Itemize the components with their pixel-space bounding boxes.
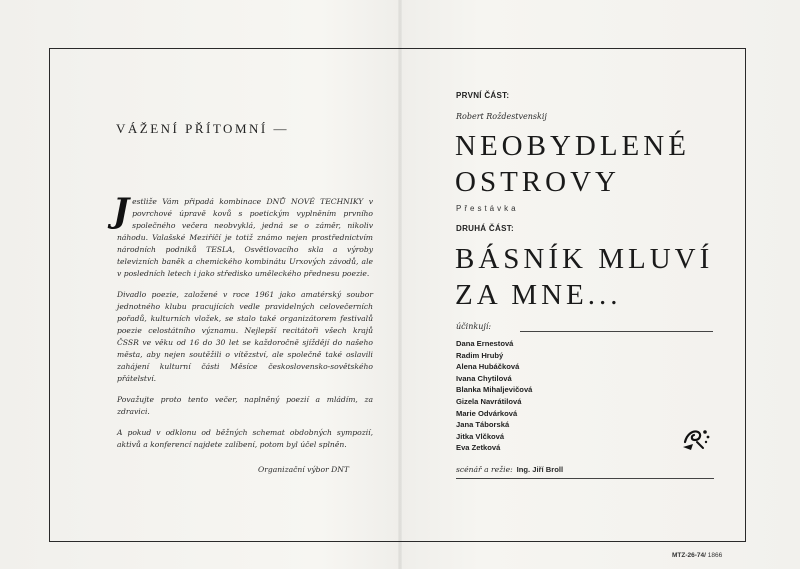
festival-emblem-icon: [679, 420, 713, 454]
greeting-heading: VÁŽENÍ PŘÍTOMNÍ —: [116, 121, 289, 136]
print-code: MTZ-26-74/: [672, 552, 706, 559]
credit-name: Ing. Jiří Broll: [516, 465, 564, 474]
part-one-label: PRVNÍ ČÁST:: [456, 91, 510, 100]
cast-member: Gizela Navrátilová: [456, 396, 522, 406]
intermission-label: Přestávka: [456, 204, 519, 213]
letter-signature: Organizační výbor DNT: [258, 465, 349, 474]
cast-list: [456, 338, 532, 454]
cast-member: Eva Zetková: [456, 443, 501, 453]
credit-role: scénář a režie:: [456, 465, 513, 474]
cast-member: Blanka Mihaljevičová: [456, 385, 533, 395]
cast-member: Jitka Vlčková: [456, 431, 505, 441]
cast-member: Dana Ernestová: [456, 339, 514, 348]
part-one-title-line-1: NEOBYDLENÉ: [455, 130, 690, 162]
part-one-title-line-2: OSTROVY: [455, 166, 620, 198]
cast-member: Jana Táborská: [456, 420, 510, 430]
welcome-letter: [113, 191, 373, 460]
cast-member: Ivana Chytilová: [456, 373, 512, 383]
cast-divider: [520, 331, 713, 332]
cast-member: Radim Hrubý: [456, 350, 504, 360]
print-mark: [672, 552, 722, 559]
part-two-label: DRUHÁ ČÁST:: [456, 224, 514, 233]
cast-label: účinkují:: [456, 322, 492, 331]
print-number: 1866: [707, 552, 723, 559]
cast-member: Alena Hubáčková: [456, 362, 520, 372]
director-credit: [456, 465, 563, 474]
letter-paragraph-4: A pokud v odklonu od běžných schemat obdobných sympozií, aktivů a konferencí najdete zalíbení, potom byl účel splněn.: [117, 428, 373, 449]
cast-member: Marie Odvárková: [456, 408, 518, 418]
part-two-title: [455, 241, 740, 313]
letter-paragraph-2: Divadlo poezie, založené v roce 1961 jako amatérský soubor jednotného klubu pracujících vedle pravidelných celovečerních pořadů, kulturních vložek, se stalo také organizátorem festivalů poezie celostátního významu. Nejlepší recitátoři všech krajů ČSSR ve věku od 16 do 30 let se každoročně sjíždějí do našeho města, aby nejen soutěžili o vítězství, ale společně také oslavili zahájení kulturní části Měsíce československo-sovětského přátelství.: [117, 290, 373, 383]
part-two-title-line-2: ZA MNE...: [455, 279, 622, 311]
letter-paragraph-1: Jestliže Vám připadá kombinace DNŮ NOVÉ TECHNIKY v povrchové úpravě kovů s poetickým vyplněním prvního společného večera neobvyklá, jedná se o záměr, nikoliv náhodu. Valašské Meziříčí je totiž známo nejen prostřednictvím národních podniků TESLA, Osvětlovacího skla a výroby televizních baněk a chemického kombinátu Urxových závodů, ale v posledních letech i jako středisko uměleckého přednesu poezie.: [113, 191, 373, 278]
letter-paragraph-3: Považujte proto tento večer, naplněný poezií a mládím, za zdravici.: [117, 395, 373, 416]
poet-name: Robert Roždestvenskij: [456, 112, 547, 121]
drop-cap: J: [113, 191, 130, 231]
part-two-title-line-1: BÁSNÍK MLUVÍ: [455, 243, 714, 275]
part-one-title: [455, 128, 735, 200]
credit-divider: [456, 478, 714, 479]
